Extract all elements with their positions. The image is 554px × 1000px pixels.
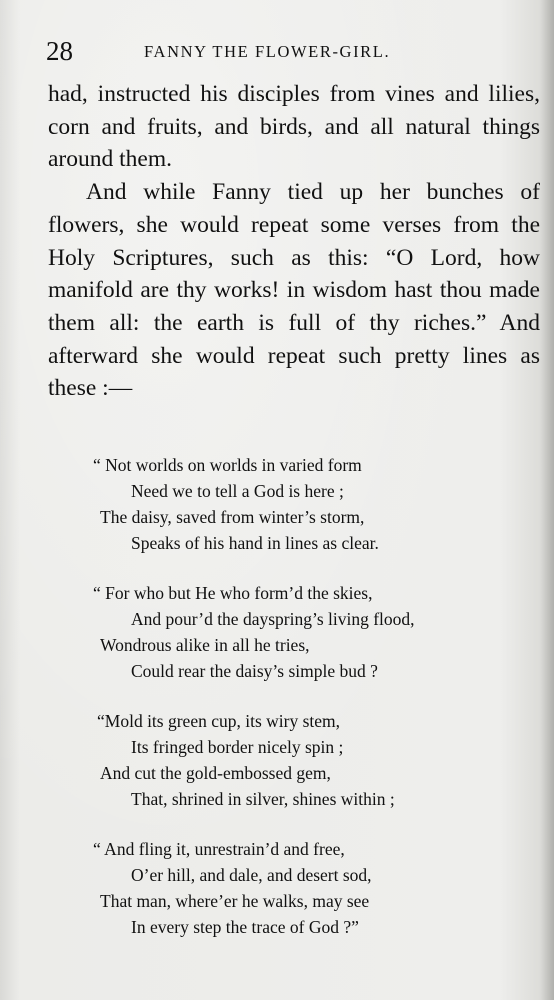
page-number: 28: [46, 36, 73, 66]
paragraph-continued: had, instructed his disciples from vines and lilies, corn and fruits, and birds, and all natural things around them.: [48, 81, 540, 173]
running-title: FANNY THE FLOWER-GIRL.: [144, 42, 391, 61]
poem-line: O’er hill, and dale, and desert sod,: [131, 865, 372, 885]
stanza-1: [93, 452, 520, 556]
poem-line: The daisy, saved from winter’s storm,: [100, 507, 365, 527]
poem-line: That, shrined in silver, shines within ;: [131, 789, 395, 809]
poem-line: Wondrous alike in all he tries,: [100, 635, 310, 655]
stanza-4: [93, 836, 520, 940]
poem: [93, 452, 520, 964]
poem-line: Could rear the daisy’s simple bud ?: [131, 661, 378, 681]
poem-line: “ And fling it, unrestrain’d and free,: [93, 839, 345, 859]
poem-line: And pour’d the dayspring’s living flood,: [131, 609, 415, 629]
poem-line: Need we to tell a God is here ;: [131, 481, 344, 501]
stanza-2: [93, 580, 520, 684]
paragraph-fanny-verses: And while Fanny tied up her bunches of flowers, she would repeat some verses from the Holy Scriptures, such as this: “O Lord, how manifold are thy works! in wisdom hast thou made them all: the earth is full of thy riches.” And afterward she would repeat such pretty lines as these :—: [48, 179, 540, 402]
poem-line: And cut the gold-embossed gem,: [100, 763, 331, 783]
page-header: [46, 36, 532, 66]
poem-line: In every step the trace of God ?”: [131, 917, 359, 937]
poem-line: That man, where’er he walks, may see: [100, 891, 370, 911]
poem-line: “ Not worlds on worlds in varied form: [93, 455, 362, 475]
poem-line: “Mold its green cup, its wiry stem,: [97, 711, 341, 731]
poem-line: “ For who but He who form’d the skies,: [93, 583, 373, 603]
poem-line: Its fringed border nicely spin ;: [131, 737, 344, 757]
prose-body: [48, 78, 540, 405]
poem-line: Speaks of his hand in lines as clear.: [131, 533, 379, 553]
stanza-3: [97, 708, 520, 812]
